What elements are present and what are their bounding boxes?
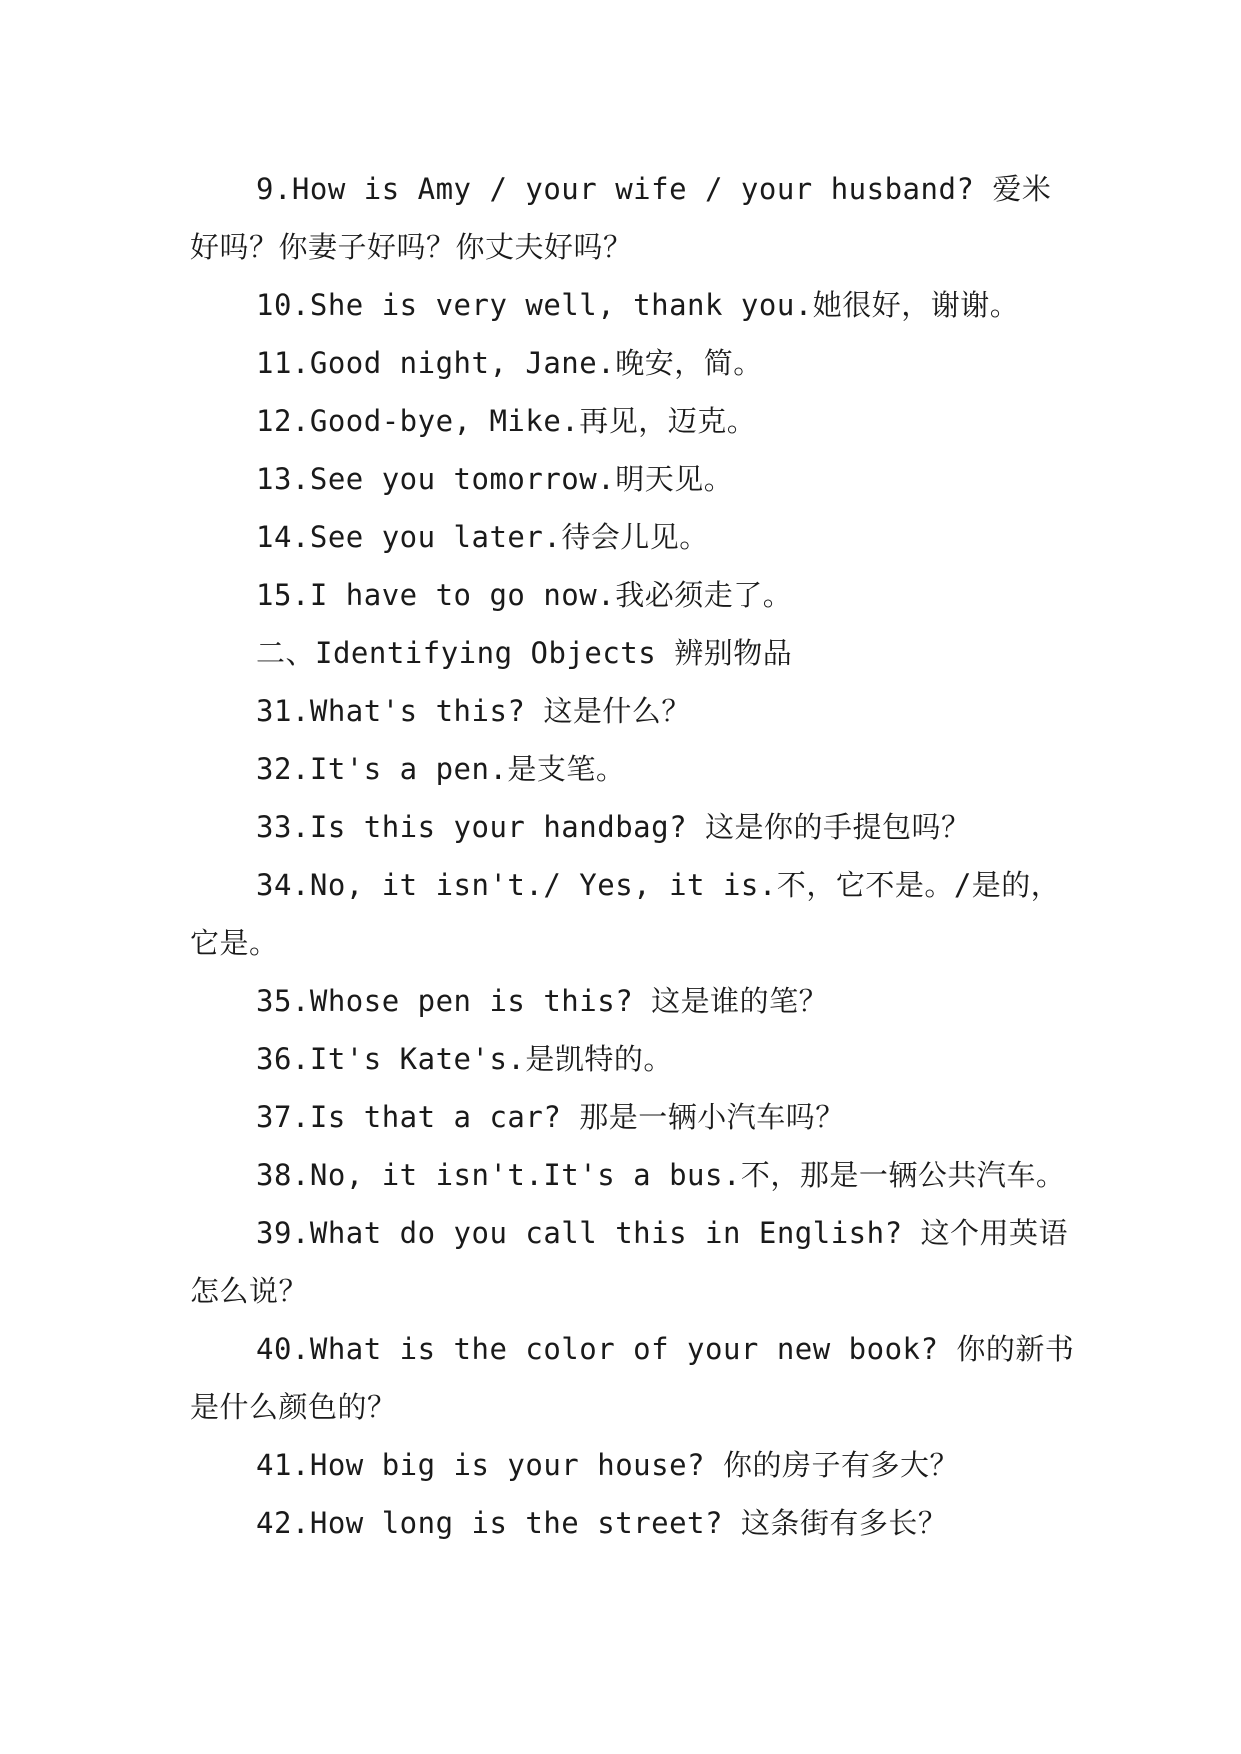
line-31: 31.What's this? 这是什么？ [256,694,691,728]
line-41: 41.How big is your house? 你的房子有多大？ [256,1448,959,1482]
line-38: 38.No, it isn't.It's a bus.不，那是一辆公共汽车。 [256,1158,1066,1192]
line-13: 13.See you tomorrow.明天见。 [256,462,734,496]
section-heading-identifying-objects: 二、Identifying Objects 辨别物品 [256,636,793,670]
line-14: 14.See you later.待会儿见。 [256,520,709,554]
line-42: 42.How long is the street? 这条街有多长？ [256,1506,948,1540]
line-11: 11.Good night, Jane.晚安，简。 [256,346,763,380]
line-32: 32.It's a pen.是支笔。 [256,752,626,786]
line-34: 34.No, it isn't./ Yes, it is.不，它不是。/是的，它是。 [190,868,1061,960]
line-9: 9.How is Amy / your wife / your husband? 爱米好吗？你妻子好吗？你丈夫好吗？ [190,172,1052,264]
document-page [190,160,1080,1552]
line-12: 12.Good-bye, Mike.再见，迈克。 [256,404,757,438]
line-36: 36.It's Kate's.是凯特的。 [256,1042,673,1076]
line-39: 39.What do you call this in English? 这个用英语怎么说？ [190,1216,1069,1308]
line-33: 33.Is this your handbag? 这是你的手提包吗？ [256,810,971,844]
line-15: 15.I have to go now.我必须走了。 [256,578,793,612]
line-37: 37.Is that a car? 那是一辆小汽车吗？ [256,1100,845,1134]
line-10: 10.She is very well, thank you.她很好，谢谢。 [256,288,1020,322]
line-40: 40.What is the color of your new book? 你的新书是什么颜色的？ [190,1332,1075,1424]
line-35: 35.Whose pen is this? 这是谁的笔？ [256,984,829,1018]
